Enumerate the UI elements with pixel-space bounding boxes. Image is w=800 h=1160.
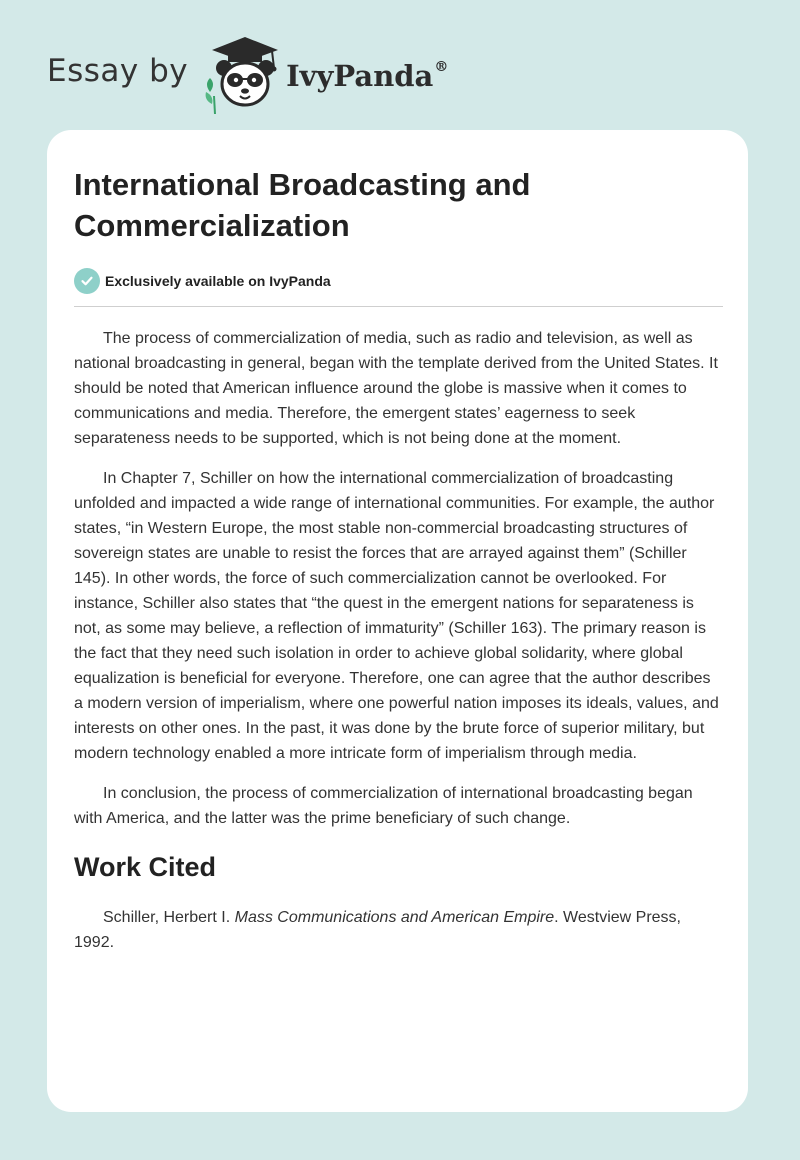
check-icon [74, 268, 100, 294]
ivypanda-logo[interactable] [200, 34, 290, 114]
paragraph: In Chapter 7, Schiller on how the international commercialization of broadcasting unfolded and impacted a wide range of international communities. For example, the author states, “in Western Europe, the most stable non-commercial broadcasting structures of sovereign states are unable to resist the forces that are arrayed against them” (Schiller 145). In other words, the force of such commercialization cannot be overlooked. For instance, Schiller also states that “the quest in the emergent nations for separateness is not, as some may believe, a reflection of immaturity” (Schiller 163). The primary reason is the fact that they need such isolation in order to achieve global solidarity, where global equalization is beneficial for everyone. Therefore, one can agree that the author describes a modern version of imperialism, where one powerful nation imposes its ideals, values, and interests on other ones. In the past, it was done by the brute force of superior military, but modern technology enabled a more intricate form of imperialism through media. [74, 470, 719, 762]
brand-name: IvyPanda [286, 59, 434, 93]
ivypanda-brand[interactable] [286, 59, 448, 93]
citation-title: Mass Communications and American Empire [234, 909, 555, 926]
site-header [47, 34, 448, 114]
essay-by-label: Essay by [47, 53, 189, 89]
essay-content [74, 164, 723, 971]
registered-mark: ® [434, 59, 449, 75]
exclusive-badge [74, 268, 723, 294]
citation-entry [74, 905, 723, 955]
works-cited-heading: Work Cited [74, 852, 217, 882]
paragraph: The process of commercialization of media, such as radio and television, as well as national broadcasting in general, began with the template derived from the United States. It should be noted that American influence around the globe is massive when it comes to communications and media. Therefore, the emergent states’ eagerness to seek separateness needs to be supported, which is not being done at the moment. [74, 330, 718, 447]
title-divider [74, 306, 723, 307]
paragraph: In conclusion, the process of commercialization of international broadcasting began with America, and the latter was the prime beneficiary of such change. [74, 785, 693, 827]
citation-publisher: . Westview Press, 1992. [74, 909, 681, 951]
citation-author: Schiller, Herbert I. [103, 909, 235, 926]
essay-card [47, 130, 748, 1112]
exclusive-badge-text: Exclusively available on IvyPanda [105, 273, 331, 289]
essay-body [74, 326, 723, 831]
panda-graduate-icon [200, 34, 290, 114]
essay-title: International Broadcasting and Commercialization [74, 167, 531, 243]
